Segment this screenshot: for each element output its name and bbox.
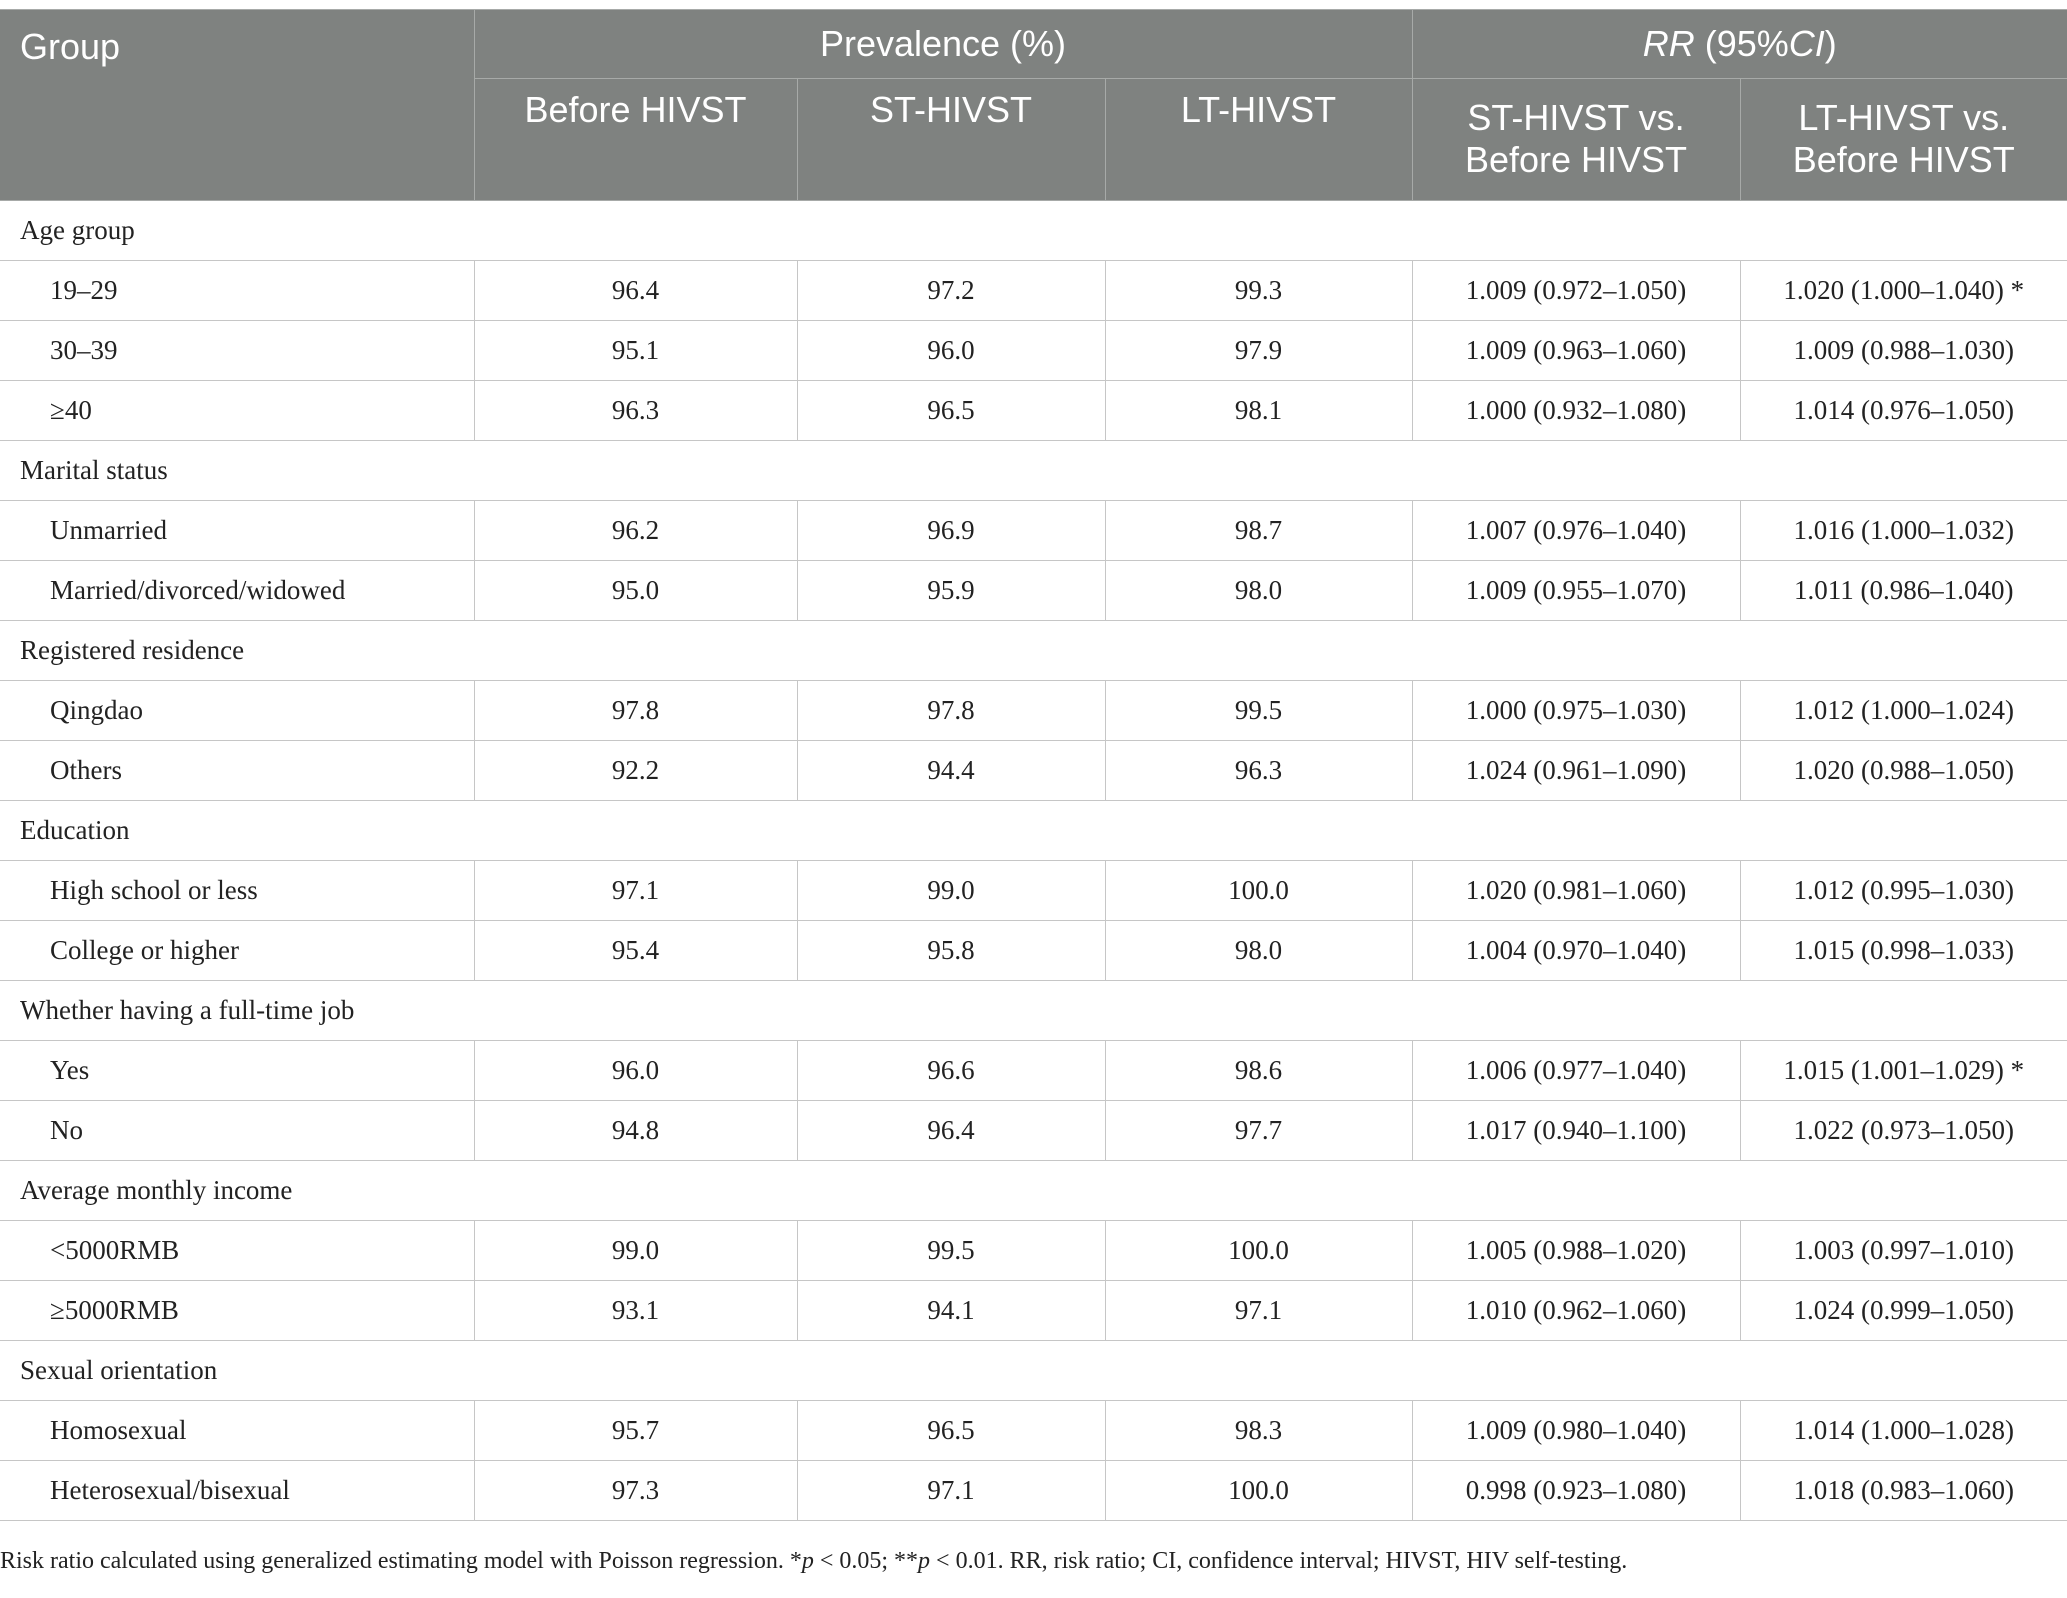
- section-title: Sexual orientation: [0, 1341, 2067, 1401]
- table-row: [0, 741, 2067, 801]
- rr-st-vs-before-value: 1.000 (0.932–1.080): [1412, 381, 1740, 441]
- rr-lt-line2: Before HIVST: [1792, 139, 2015, 180]
- rr-lt-vs-before-value: 1.018 (0.983–1.060): [1740, 1461, 2067, 1521]
- row-label: Qingdao: [0, 681, 474, 741]
- rr-st-vs-before-header: [1412, 79, 1740, 201]
- table-row: [0, 561, 2067, 621]
- lt-hivst-value: 98.3: [1105, 1401, 1412, 1461]
- rr-st-vs-before-value: 1.009 (0.955–1.070): [1412, 561, 1740, 621]
- lt-hivst-header: LT-HIVST: [1105, 79, 1412, 201]
- rr-st-line2: Before HIVST: [1464, 139, 1688, 180]
- before-hivst-value: 94.8: [474, 1101, 797, 1161]
- section-title: Education: [0, 801, 2067, 861]
- rr-lt-line1: LT-HIVST vs.: [1798, 97, 2010, 138]
- section-title: Whether having a full-time job: [0, 981, 2067, 1041]
- before-hivst-value: 97.3: [474, 1461, 797, 1521]
- rr-st-vs-before-value: 1.004 (0.970–1.040): [1412, 921, 1740, 981]
- rr-st-vs-before-value: 1.017 (0.940–1.100): [1412, 1101, 1740, 1161]
- st-hivst-value: 96.5: [797, 1401, 1105, 1461]
- rr-st-vs-before-value: 1.006 (0.977–1.040): [1412, 1041, 1740, 1101]
- table-row: [0, 1461, 2067, 1521]
- rr-header-open: (95%: [1694, 23, 1789, 64]
- st-hivst-value: 96.5: [797, 381, 1105, 441]
- st-hivst-value: 99.0: [797, 861, 1105, 921]
- before-hivst-value: 93.1: [474, 1281, 797, 1341]
- st-hivst-value: 96.0: [797, 321, 1105, 381]
- lt-hivst-value: 98.7: [1105, 501, 1412, 561]
- st-hivst-header: ST-HIVST: [797, 79, 1105, 201]
- row-label: Unmarried: [0, 501, 474, 561]
- table-row: [0, 681, 2067, 741]
- rr-lt-vs-before-value: 1.003 (0.997–1.010): [1740, 1221, 2067, 1281]
- table-row: [0, 1101, 2067, 1161]
- table-row: [0, 921, 2067, 981]
- rr-lt-vs-before-value: 1.022 (0.973–1.050): [1740, 1101, 2067, 1161]
- row-label: ≥40: [0, 381, 474, 441]
- row-label: 19–29: [0, 261, 474, 321]
- rr-lt-vs-before-value: 1.012 (1.000–1.024): [1740, 681, 2067, 741]
- lt-hivst-value: 97.9: [1105, 321, 1412, 381]
- section-row: [0, 621, 2067, 681]
- lt-hivst-value: 98.0: [1105, 921, 1412, 981]
- table-footnote: [0, 1548, 2067, 1575]
- footnote-part2: < 0.05; **: [813, 1548, 919, 1574]
- prevalence-header-text: Prevalence (%): [819, 23, 1067, 64]
- rr-st-vs-before-value: 1.000 (0.975–1.030): [1412, 681, 1740, 741]
- section-title: Registered residence: [0, 621, 2067, 681]
- lt-hivst-value: 99.5: [1105, 681, 1412, 741]
- rr-header-rr: RR: [1642, 23, 1695, 64]
- rr-st-vs-before-value: 1.007 (0.976–1.040): [1412, 501, 1740, 561]
- section-title: Average monthly income: [0, 1161, 2067, 1221]
- rr-lt-vs-before-value: 1.020 (1.000–1.040) *: [1740, 261, 2067, 321]
- rr-lt-vs-before-value: 1.014 (0.976–1.050): [1740, 381, 2067, 441]
- table-row: [0, 1041, 2067, 1101]
- row-label: College or higher: [0, 921, 474, 981]
- rr-st-vs-before-value: 1.009 (0.980–1.040): [1412, 1401, 1740, 1461]
- st-hivst-value: 95.9: [797, 561, 1105, 621]
- prevalence-header: [474, 10, 1412, 79]
- rr-st-vs-before-value: 0.998 (0.923–1.080): [1412, 1461, 1740, 1521]
- row-label: <5000RMB: [0, 1221, 474, 1281]
- footnote-p1: p: [801, 1548, 814, 1574]
- group-column-header: Group: [0, 10, 474, 201]
- table-row: [0, 1281, 2067, 1341]
- table-header: [0, 10, 2067, 201]
- row-label: High school or less: [0, 861, 474, 921]
- table-row: [0, 501, 2067, 561]
- st-hivst-value: 96.4: [797, 1101, 1105, 1161]
- rr-st-vs-before-value: 1.005 (0.988–1.020): [1412, 1221, 1740, 1281]
- row-label: No: [0, 1101, 474, 1161]
- rr-lt-vs-before-value: 1.014 (1.000–1.028): [1740, 1401, 2067, 1461]
- before-hivst-value: 95.4: [474, 921, 797, 981]
- table-container: [0, 9, 2067, 1521]
- before-hivst-value: 96.2: [474, 501, 797, 561]
- lt-hivst-value: 98.0: [1105, 561, 1412, 621]
- rr-st-vs-before-value: 1.010 (0.962–1.060): [1412, 1281, 1740, 1341]
- table-row: [0, 381, 2067, 441]
- before-hivst-value: 99.0: [474, 1221, 797, 1281]
- row-label: ≥5000RMB: [0, 1281, 474, 1341]
- footnote-part3: < 0.01. RR, risk ratio; CI, confidence interval; HIVST, HIV self-testing.: [930, 1548, 1628, 1574]
- rr-lt-vs-before-value: 1.015 (1.001–1.029) *: [1740, 1041, 2067, 1101]
- section-row: [0, 801, 2067, 861]
- lt-hivst-value: 96.3: [1105, 741, 1412, 801]
- rr-header-ci: CI: [1788, 23, 1825, 64]
- before-hivst-header: Before HIVST: [474, 79, 797, 201]
- st-hivst-value: 96.6: [797, 1041, 1105, 1101]
- row-label: 30–39: [0, 321, 474, 381]
- rr-lt-vs-before-value: 1.016 (1.000–1.032): [1740, 501, 2067, 561]
- before-hivst-value: 96.0: [474, 1041, 797, 1101]
- table-row: [0, 261, 2067, 321]
- rr-st-vs-before-value: 1.009 (0.963–1.060): [1412, 321, 1740, 381]
- section-row: [0, 441, 2067, 501]
- rr-header-close: ): [1824, 23, 1837, 64]
- results-table: [0, 9, 2067, 1521]
- lt-hivst-value: 97.1: [1105, 1281, 1412, 1341]
- rr-lt-vs-before-value: 1.020 (0.988–1.050): [1740, 741, 2067, 801]
- rr-header: [1412, 10, 2067, 79]
- row-label: Homosexual: [0, 1401, 474, 1461]
- lt-hivst-value: 99.3: [1105, 261, 1412, 321]
- row-label: Heterosexual/bisexual: [0, 1461, 474, 1521]
- row-label: Married/divorced/widowed: [0, 561, 474, 621]
- rr-lt-vs-before-value: 1.011 (0.986–1.040): [1740, 561, 2067, 621]
- table-row: [0, 1221, 2067, 1281]
- rr-st-vs-before-value: 1.024 (0.961–1.090): [1412, 741, 1740, 801]
- lt-hivst-value: 100.0: [1105, 1221, 1412, 1281]
- lt-hivst-value: 97.7: [1105, 1101, 1412, 1161]
- st-hivst-value: 97.1: [797, 1461, 1105, 1521]
- before-hivst-value: 92.2: [474, 741, 797, 801]
- section-title: Marital status: [0, 441, 2067, 501]
- section-row: [0, 1161, 2067, 1221]
- lt-hivst-value: 98.1: [1105, 381, 1412, 441]
- section-row: [0, 1341, 2067, 1401]
- before-hivst-value: 96.4: [474, 261, 797, 321]
- lt-hivst-value: 100.0: [1105, 1461, 1412, 1521]
- rr-st-vs-before-value: 1.020 (0.981–1.060): [1412, 861, 1740, 921]
- footnote-p2: p: [918, 1548, 931, 1574]
- row-label: Others: [0, 741, 474, 801]
- rr-st-vs-before-value: 1.009 (0.972–1.050): [1412, 261, 1740, 321]
- table-row: [0, 1401, 2067, 1461]
- lt-hivst-value: 100.0: [1105, 861, 1412, 921]
- section-title: Age group: [0, 201, 2067, 261]
- st-hivst-value: 96.9: [797, 501, 1105, 561]
- before-hivst-value: 97.1: [474, 861, 797, 921]
- st-hivst-value: 97.2: [797, 261, 1105, 321]
- before-hivst-value: 95.7: [474, 1401, 797, 1461]
- rr-lt-vs-before-header: [1740, 79, 2067, 201]
- before-hivst-value: 95.1: [474, 321, 797, 381]
- rr-st-line1: ST-HIVST vs.: [1467, 97, 1685, 138]
- before-hivst-value: 96.3: [474, 381, 797, 441]
- table-row: [0, 321, 2067, 381]
- rr-lt-vs-before-value: 1.024 (0.999–1.050): [1740, 1281, 2067, 1341]
- rr-lt-vs-before-value: 1.015 (0.998–1.033): [1740, 921, 2067, 981]
- st-hivst-value: 94.4: [797, 741, 1105, 801]
- lt-hivst-value: 98.6: [1105, 1041, 1412, 1101]
- row-label: Yes: [0, 1041, 474, 1101]
- before-hivst-value: 97.8: [474, 681, 797, 741]
- footnote-part1: Risk ratio calculated using generalized estimating model with Poisson regression. *: [0, 1548, 802, 1574]
- st-hivst-value: 99.5: [797, 1221, 1105, 1281]
- st-hivst-value: 94.1: [797, 1281, 1105, 1341]
- section-row: [0, 201, 2067, 261]
- st-hivst-value: 95.8: [797, 921, 1105, 981]
- rr-lt-vs-before-value: 1.012 (0.995–1.030): [1740, 861, 2067, 921]
- section-row: [0, 981, 2067, 1041]
- st-hivst-value: 97.8: [797, 681, 1105, 741]
- rr-lt-vs-before-value: 1.009 (0.988–1.030): [1740, 321, 2067, 381]
- table-body: [0, 201, 2067, 1521]
- before-hivst-value: 95.0: [474, 561, 797, 621]
- table-row: [0, 861, 2067, 921]
